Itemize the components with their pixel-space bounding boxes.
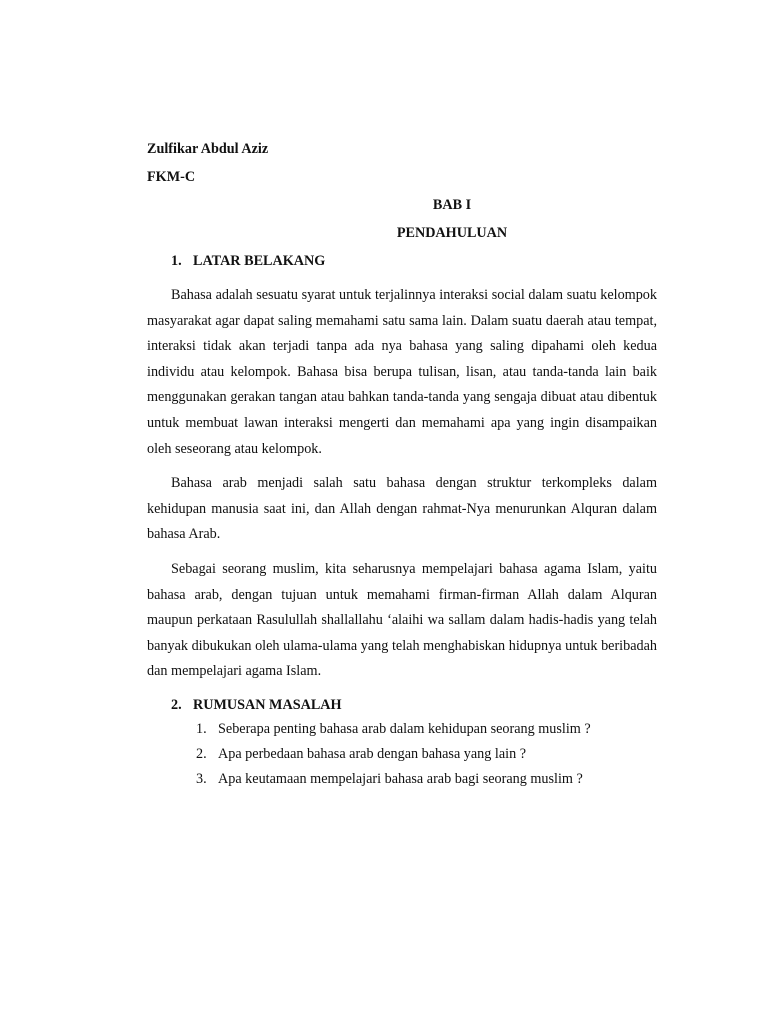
section-number: 2. (171, 696, 182, 713)
section-number: 1. (171, 253, 182, 269)
section-title: LATAR BELAKANG (193, 253, 326, 269)
paragraph: Bahasa arab menjadi salah satu bahasa dengan struktur terkompleks dalam kehidupan manusia saat ini, dan Allah dengan rahmat-Nya menurunkan Alquran dalam bahasa Arab. (147, 475, 657, 543)
chapter-title: PENDAHULUAN (396, 225, 508, 241)
list-item-number: 2. (196, 745, 207, 762)
paragraph: Sebagai seorang muslim, kita seharusnya mempelajari bahasa agama Islam, yaitu bahasa arab, dengan tujuan untuk memahami firman-firman Allah dalam Alquran maupun perkataan Rasulullah shallallahu ‘alaihi wa sallam dalam hadis-hadis yang telah banyak dibukukan oleh ulama-ulama yang telah menghabiskan hidupnya untuk beribadah dan mempelajari agama Islam. (147, 560, 657, 680)
class-label: FKM-C (147, 169, 196, 185)
section-heading-latar-belakang (147, 251, 657, 271)
list-item (147, 717, 657, 742)
list-item-number: 3. (196, 770, 207, 787)
chapter-number: BAB I (432, 197, 472, 213)
list-item-text: Apa perbedaan bahasa arab dengan bahasa yang lain ? (218, 745, 527, 762)
list-item-number: 1. (196, 720, 207, 737)
section-title: RUMUSAN MASALAH (193, 696, 342, 713)
author-name: Zulfikar Abdul Aziz (147, 141, 269, 157)
section-heading-rumusan-masalah (147, 695, 657, 715)
list-item (147, 767, 657, 792)
list-item (147, 742, 657, 767)
paragraph: Bahasa adalah sesuatu syarat untuk terjalinnya interaksi social dalam suatu kelompok masyarakat agar dapat saling memahami satu sama lain. Dalam suatu daerah atau tempat, interaksi tidak akan terjadi tanpa ada nya bahasa yang saling dipahami oleh kedua individu atau kelompok. Bahasa bisa berupa tulisan, lisan, atau tanda-tanda lain baik menggunakan gerakan tangan atau bahkan tanda-tanda yang sengaja dibuat atau dibentuk untuk membuat lawan interaksi mengerti dan memahami apa yang ingin disampaikan oleh seseorang atau kelompok. (147, 287, 657, 457)
list-item-text: Seberapa penting bahasa arab dalam kehidupan seorang muslim ? (218, 720, 591, 737)
list-item-text: Apa keutamaan mempelajari bahasa arab bagi seorang muslim ? (218, 770, 583, 787)
document-content (147, 139, 657, 792)
question-list (147, 717, 657, 792)
